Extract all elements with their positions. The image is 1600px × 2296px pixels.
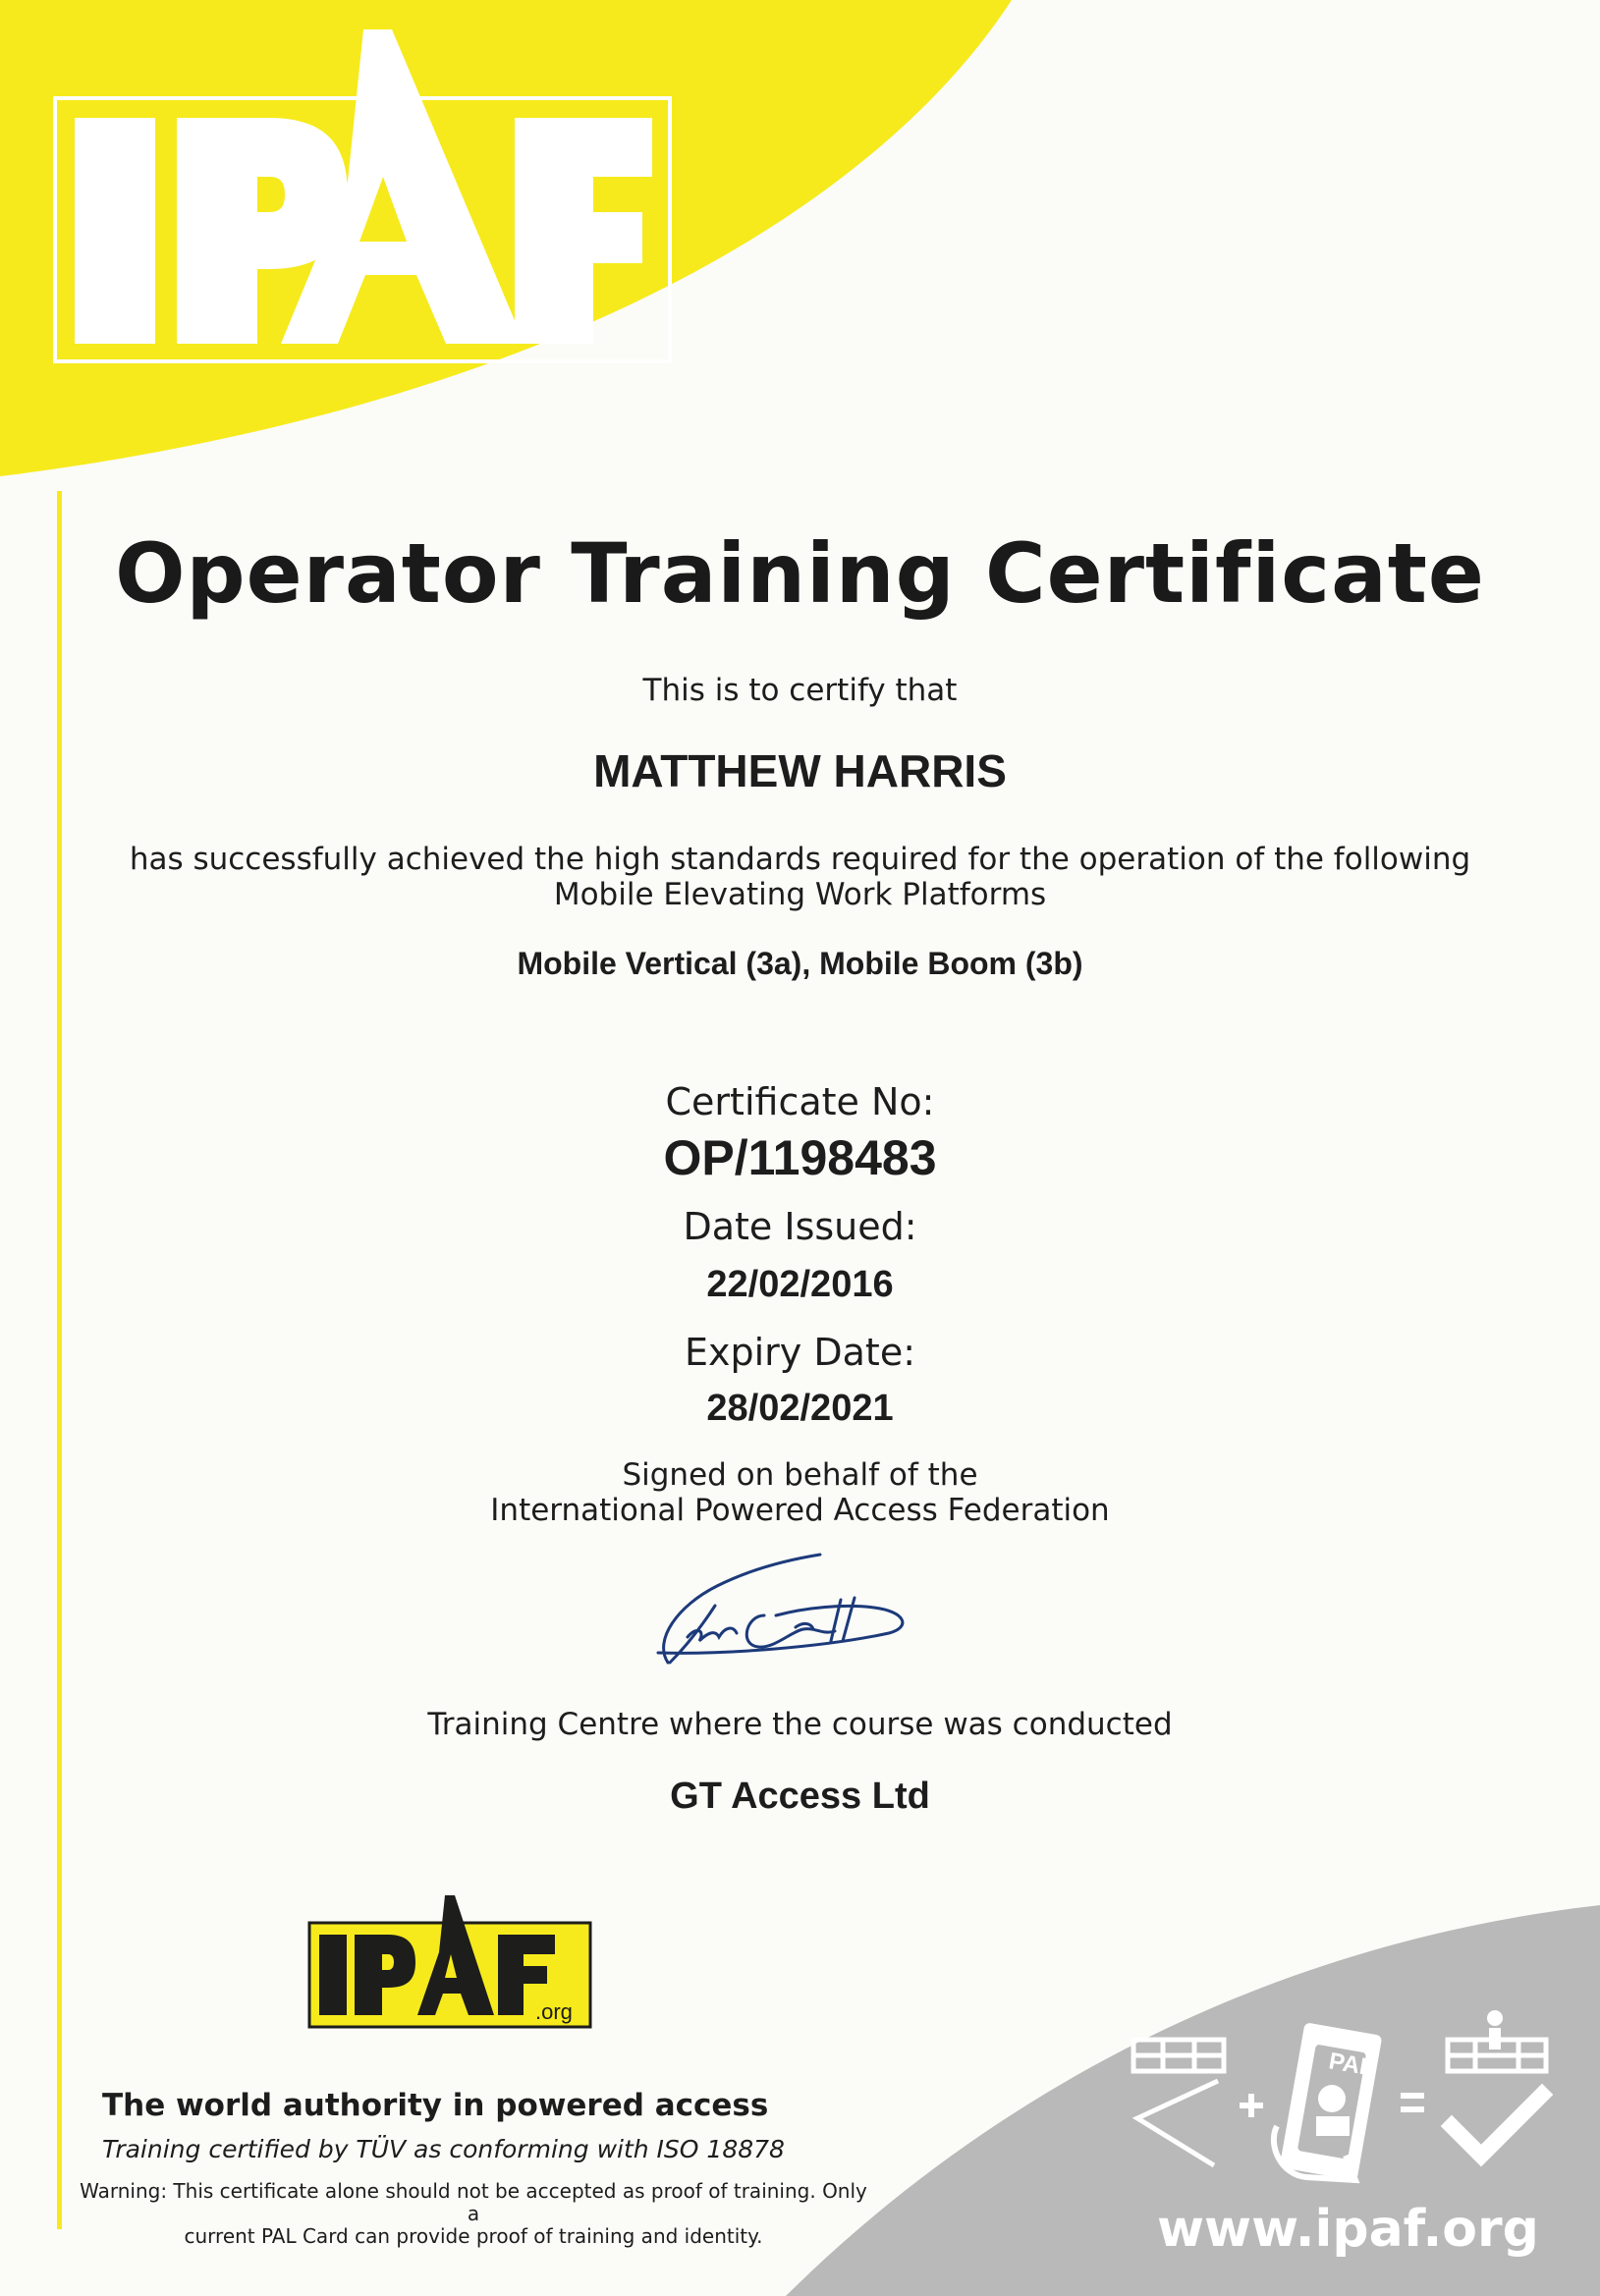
certificate-no-label: Certificate No: xyxy=(665,1080,935,1123)
ipaf-footer-logo xyxy=(307,1895,592,2029)
expiry-date: 28/02/2021 xyxy=(706,1388,894,1429)
certify-intro: This is to certify that xyxy=(642,673,958,708)
signed-line-2: International Powered Access Federation xyxy=(490,1493,1110,1528)
tagline: The world authority in powered access xyxy=(102,2088,769,2123)
warning-line-2: current PAL Card can provide proof of training and identity. xyxy=(184,2224,763,2248)
date-issued-label: Date Issued: xyxy=(683,1205,917,1248)
date-issued: 22/02/2016 xyxy=(706,1264,894,1305)
pal-card-icon xyxy=(1274,2022,1383,2181)
warning-line-1: Warning: This certificate alone should not be accepted as proof of training. Only a xyxy=(80,2179,867,2225)
achievement-text xyxy=(0,842,1600,912)
pal-card-label: PAL xyxy=(1326,2048,1377,2082)
tuv-certification: Training certified by TÜV as conforming with ISO 18878 xyxy=(102,2135,785,2163)
operator-platform-icon xyxy=(1448,2010,1546,2071)
mewp-categories: Mobile Vertical (3a), Mobile Boom (3b) xyxy=(517,946,1083,981)
warning-note xyxy=(71,2180,876,2248)
achievement-line-1: has successfully achieved the high standards required for the operation of the following xyxy=(129,842,1471,877)
holder-name: MATTHEW HARRIS xyxy=(593,745,1007,796)
website-url: www.ipaf.org xyxy=(1157,2200,1539,2259)
certificate-no: OP/1198483 xyxy=(663,1130,937,1185)
logo-suffix: .org xyxy=(535,1999,573,2024)
pal-equation-graphic xyxy=(1120,2008,1562,2185)
certificate-title: Operator Training Certificate xyxy=(115,525,1485,622)
signed-on-behalf xyxy=(0,1457,1600,1528)
equals-icon xyxy=(1401,2093,1424,2112)
platform-icon xyxy=(1133,2040,1224,2165)
signature xyxy=(648,1547,913,1679)
plus-icon xyxy=(1240,2094,1263,2117)
signed-line-1: Signed on behalf of the xyxy=(622,1457,978,1493)
ipaf-header-logo xyxy=(53,29,672,368)
checkmark-icon xyxy=(1452,2095,1542,2156)
training-centre-name: GT Access Ltd xyxy=(670,1776,930,1817)
expiry-date-label: Expiry Date: xyxy=(685,1331,915,1374)
training-centre-label: Training Centre where the course was conducted xyxy=(427,1707,1173,1742)
achievement-line-2: Mobile Elevating Work Platforms xyxy=(553,877,1047,912)
